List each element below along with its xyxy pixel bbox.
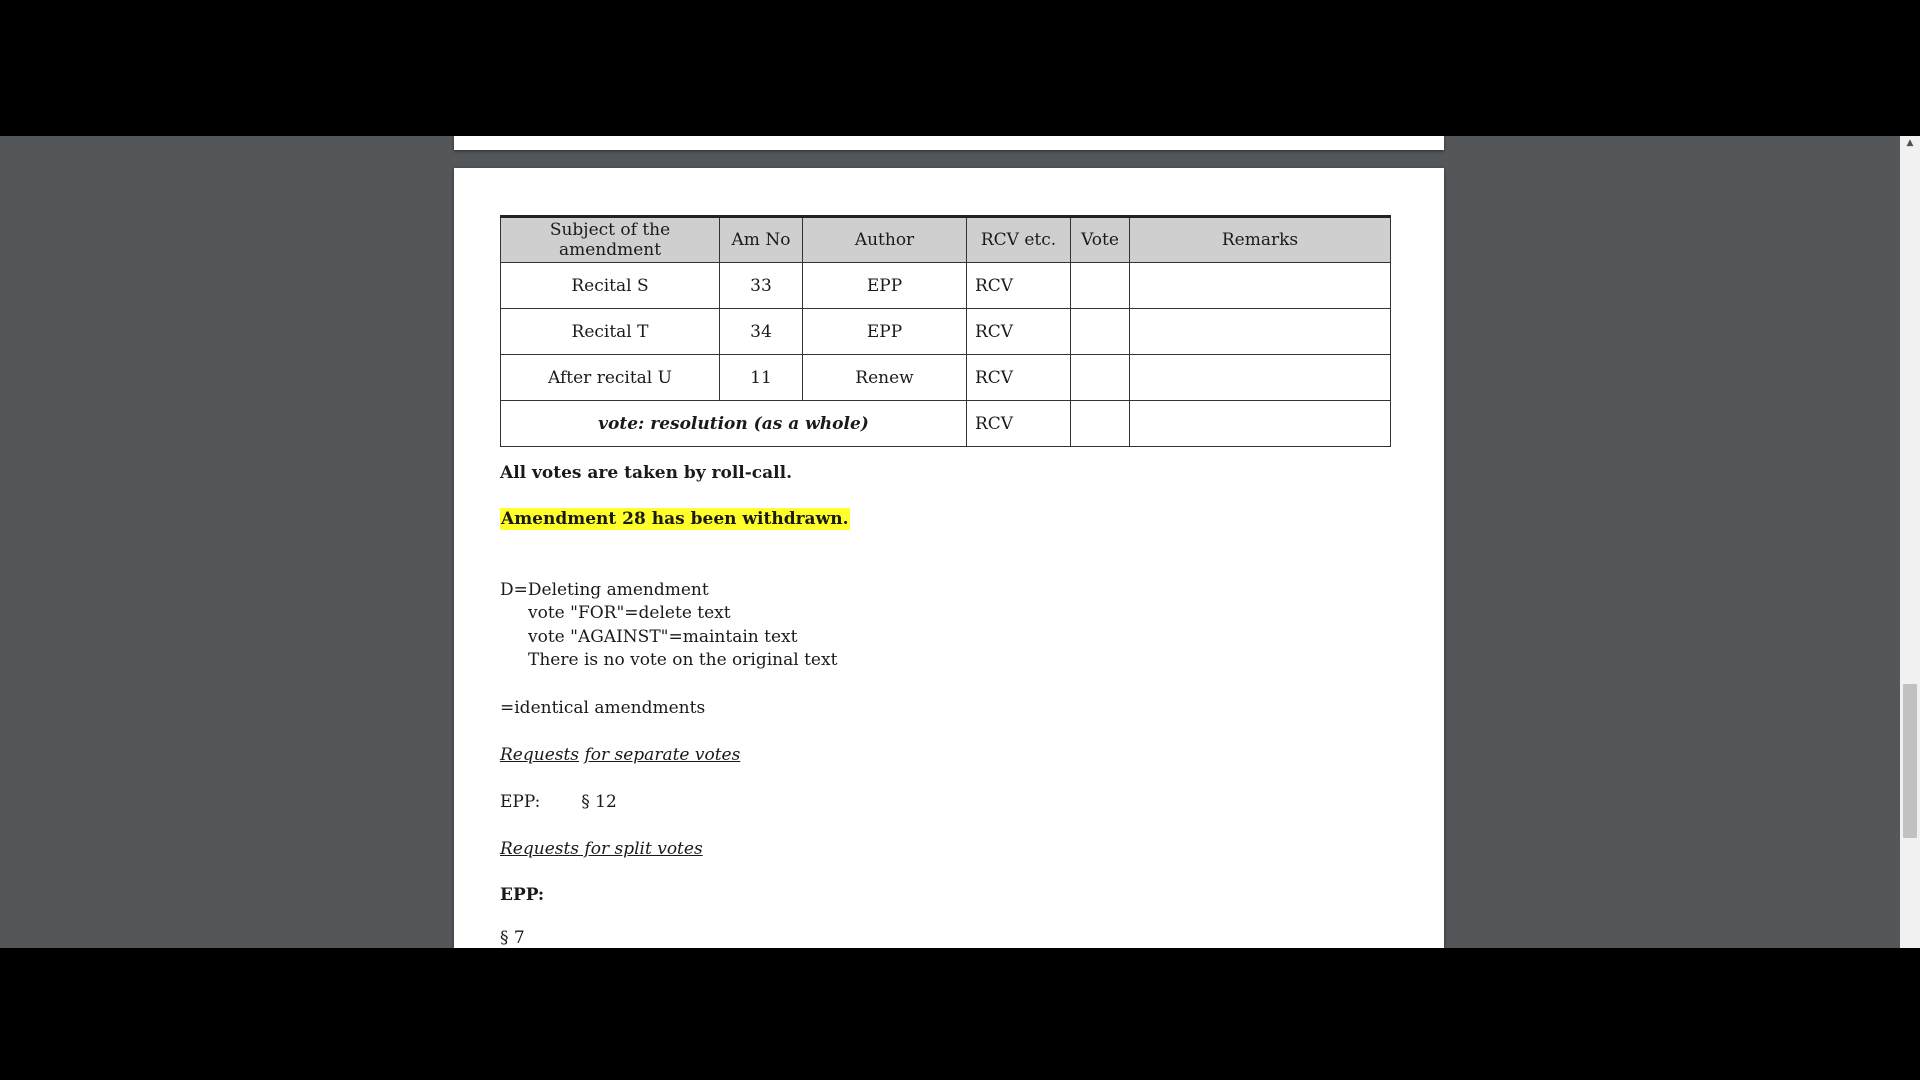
- header-remarks: Remarks: [1130, 217, 1391, 263]
- cell-remarks: [1130, 355, 1391, 401]
- cell-author: EPP: [803, 263, 967, 309]
- cell-author: Renew: [803, 355, 967, 401]
- identical-note: =identical amendments: [500, 698, 706, 718]
- previous-page-edge: [454, 136, 1444, 150]
- cell-rcv: RCV: [967, 355, 1071, 401]
- deleting-against: vote "AGAINST"=maintain text: [528, 627, 798, 647]
- cell-am-no: 33: [720, 263, 803, 309]
- cell-vote: [1071, 355, 1130, 401]
- cell-rcv: RCV: [967, 309, 1071, 355]
- table-header-row: [501, 217, 1391, 263]
- cell-subject: Recital T: [501, 309, 720, 355]
- cell-rcv: RCV: [967, 401, 1071, 447]
- split-votes-heading: Requests for split votes: [500, 839, 703, 859]
- cell-remarks: [1130, 401, 1391, 447]
- cell-subject: After recital U: [501, 355, 720, 401]
- document-viewer[interactable]: [0, 136, 1920, 948]
- deleting-original: There is no vote on the original text: [528, 650, 838, 670]
- split-epp-label: EPP:: [500, 885, 545, 905]
- triangle-up-icon: ▲: [1906, 138, 1914, 148]
- table-row: [501, 355, 1391, 401]
- cell-vote: [1071, 401, 1130, 447]
- separate-epp-line: [500, 792, 617, 812]
- cell-rcv: RCV: [967, 263, 1071, 309]
- document-page: [454, 168, 1444, 948]
- table-row: [501, 263, 1391, 309]
- header-rcv: RCV etc.: [967, 217, 1071, 263]
- separate-votes-word2: for separate votes: [584, 745, 741, 765]
- separate-epp-value: § 12: [581, 792, 617, 812]
- cell-remarks: [1130, 263, 1391, 309]
- header-author: Author: [803, 217, 967, 263]
- table-row: [501, 309, 1391, 355]
- split-first-item: § 7: [500, 928, 525, 948]
- cell-remarks: [1130, 309, 1391, 355]
- scroll-thumb[interactable]: [1903, 684, 1917, 838]
- cell-final-vote-label: vote: resolution (as a whole): [501, 401, 967, 447]
- deleting-title: D=Deleting amendment: [500, 580, 709, 600]
- cell-subject: Recital S: [501, 263, 720, 309]
- roll-call-note: All votes are taken by roll-call.: [500, 463, 792, 483]
- separate-votes-word1: Requests: [500, 745, 580, 765]
- cell-am-no: 34: [720, 309, 803, 355]
- header-vote: Vote: [1071, 217, 1130, 263]
- deleting-for: vote "FOR"=delete text: [528, 603, 731, 623]
- page-content: [500, 215, 1392, 948]
- scroll-up-button[interactable]: [1900, 136, 1920, 150]
- header-subject: Subject of the amendment: [501, 217, 720, 263]
- separate-votes-heading: [500, 745, 740, 765]
- header-am-no: Am No: [720, 217, 803, 263]
- withdrawn-note: [500, 509, 850, 529]
- separate-epp-label: EPP:: [500, 792, 541, 812]
- table-row-final-vote: [501, 401, 1391, 447]
- vertical-scrollbar[interactable]: [1900, 136, 1920, 948]
- cell-vote: [1071, 309, 1130, 355]
- voting-table: [500, 215, 1391, 447]
- cell-author: EPP: [803, 309, 967, 355]
- cell-am-no: 11: [720, 355, 803, 401]
- cell-vote: [1071, 263, 1130, 309]
- withdrawn-highlight: Amendment 28 has been withdrawn.: [501, 509, 849, 529]
